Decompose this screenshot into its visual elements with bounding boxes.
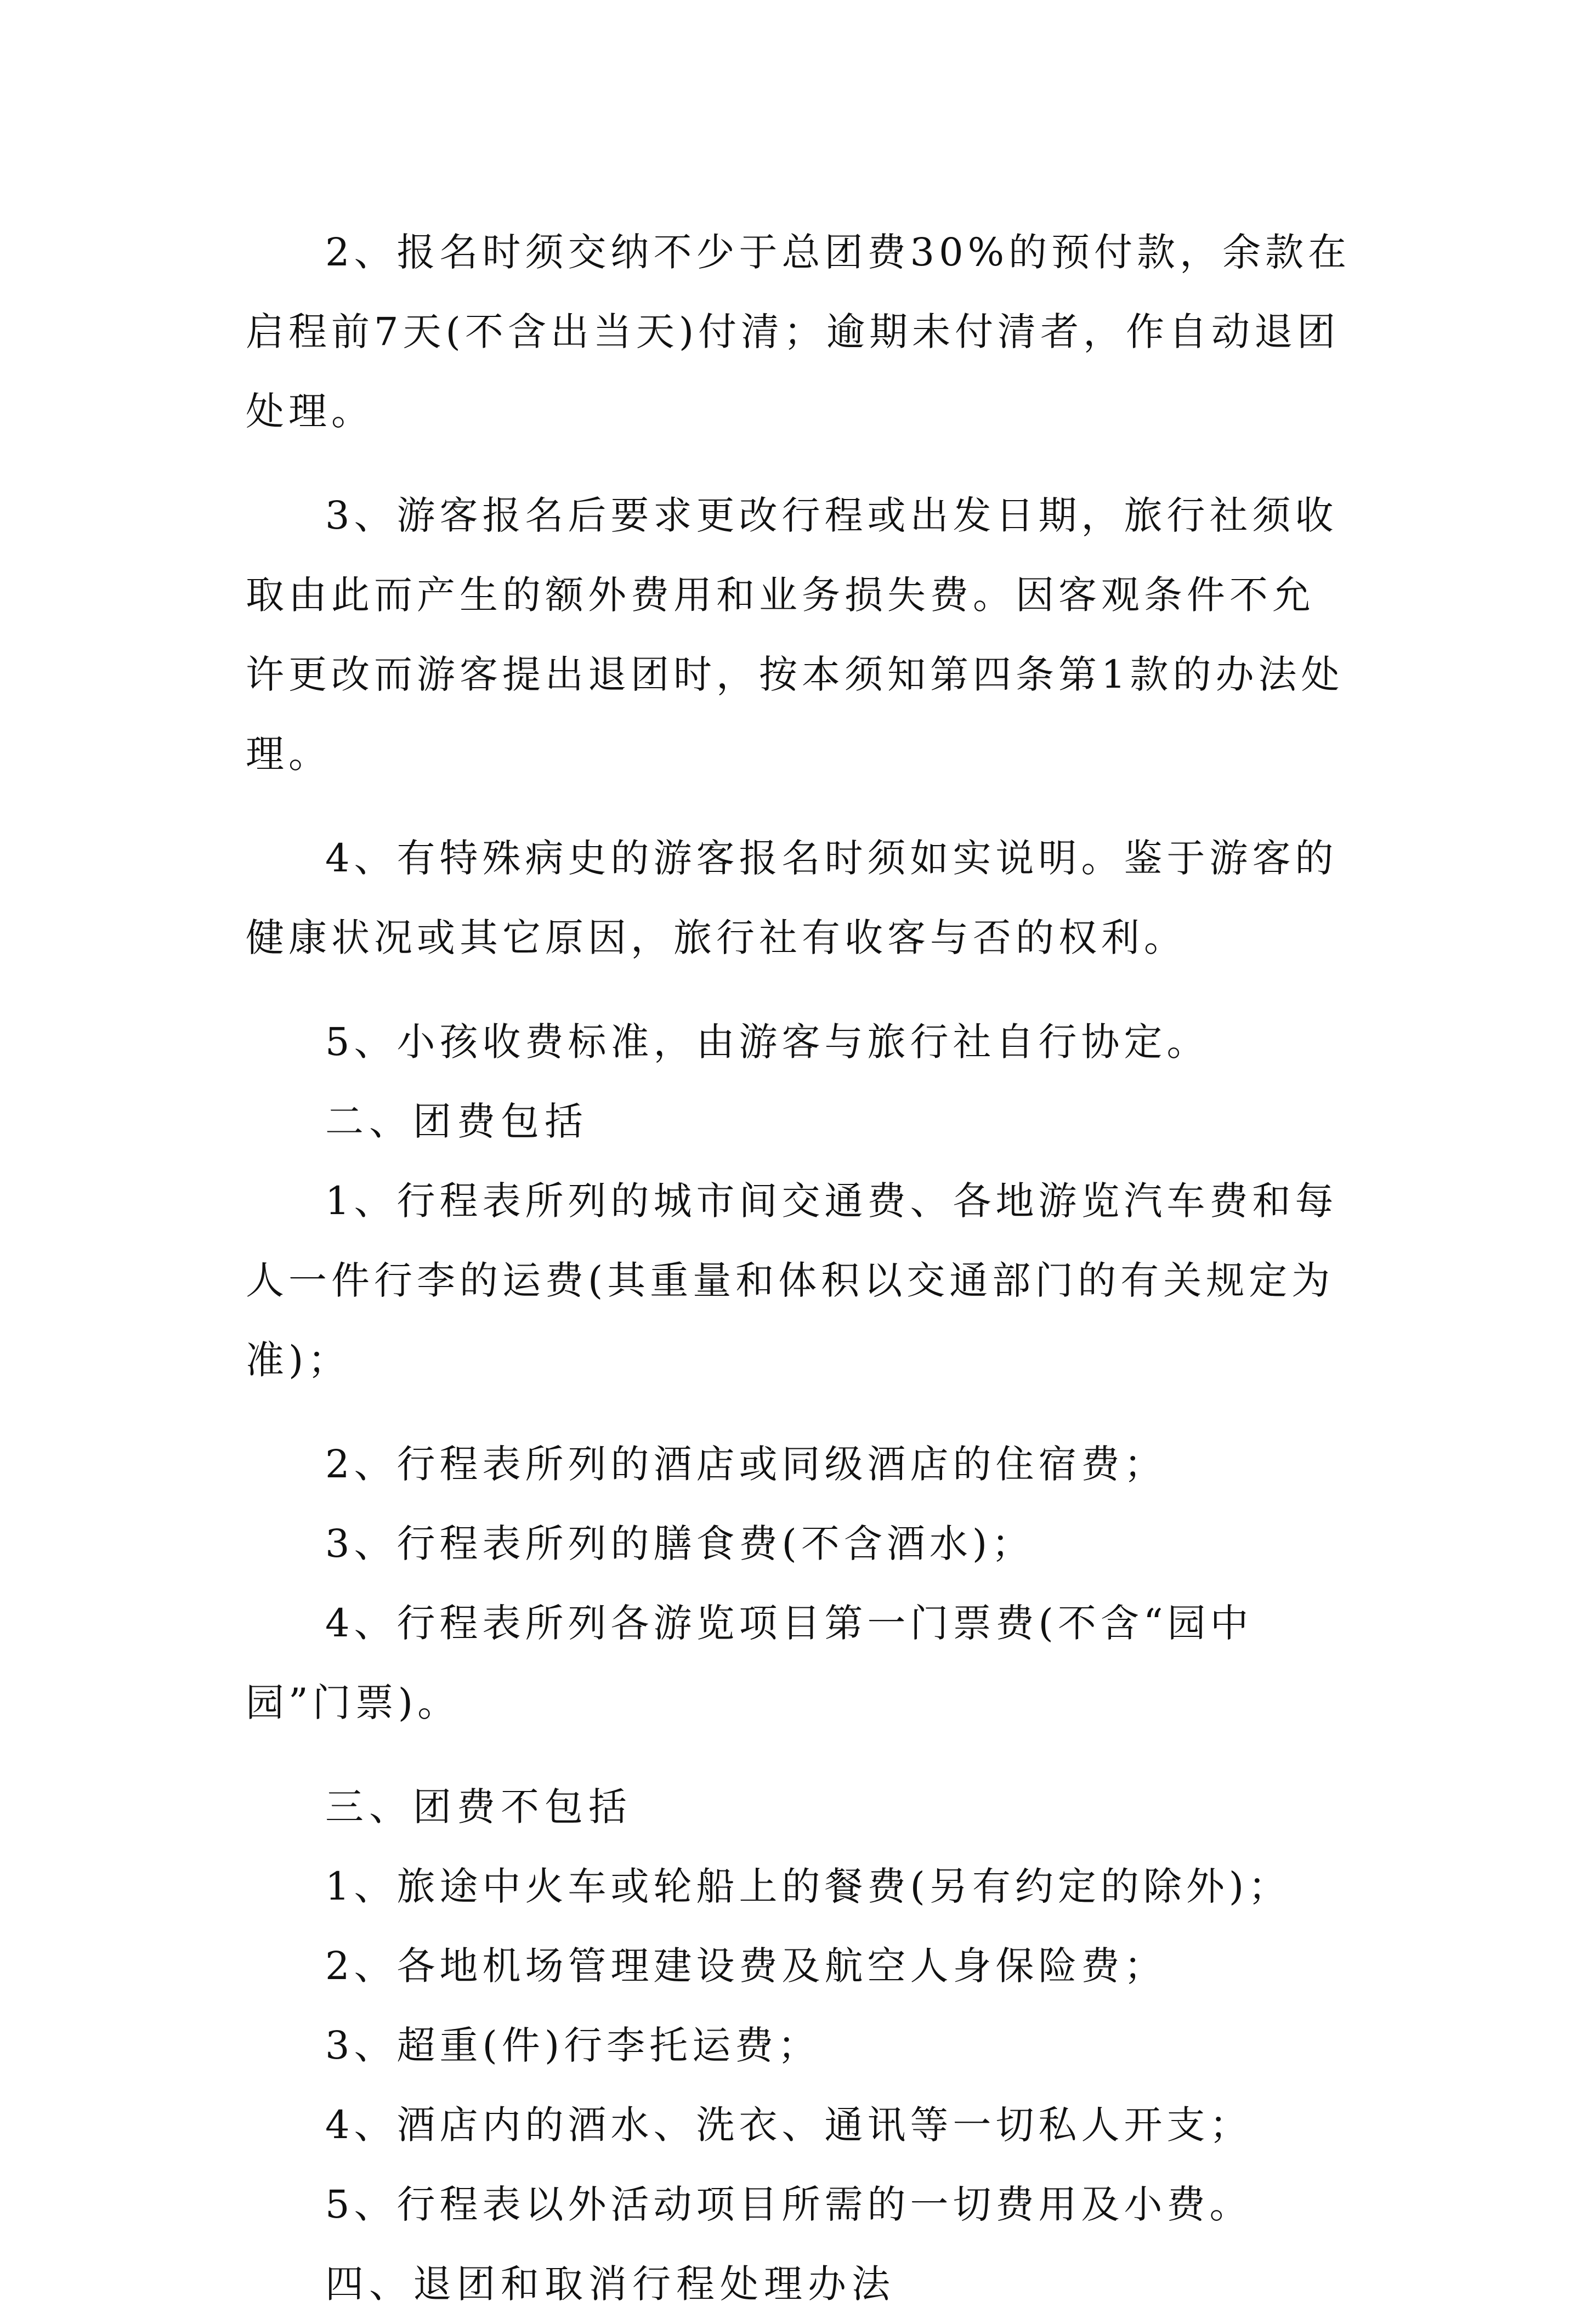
paragraph-child-fee: 5、小孩收费标准，由游客与旅行社自行协定。 <box>325 1019 1210 1064</box>
list-item-hotel-fee: 2、行程表所列的酒店或同级酒店的住宿费； <box>325 1442 1167 1487</box>
list-item-transport-fee: 1、行程表所列的城市间交通费、各地游览汽车费和每人一件行李的运费(其重量和体积以交通部门的有关规定为准)； <box>246 1178 1338 1382</box>
list-item-extra-activities: 5、行程表以外活动项目所需的一切费用及小费。 <box>325 2182 1252 2227</box>
list-item-train-ship-meals: 1、旅途中火车或轮船上的餐费(另有约定的除外)； <box>325 1864 1291 1909</box>
document-body <box>246 213 1353 2324</box>
list-item-personal-expenses: 4、酒店内的酒水、洗衣、通讯等一切私人开支； <box>325 2102 1252 2147</box>
list-item-ticket-fee: 4、行程表所列各游览项目第一门票费(不含“园中园”门票)。 <box>246 1601 1253 1725</box>
list-item-overweight-luggage: 3、超重(件)行李托运费； <box>325 2023 821 2068</box>
paragraph-itinerary-change: 3、游客报名后要求更改行程或出发日期，旅行社须收取由此而产生的额外费用和业务损失费。因客观条件不允许更改而游客提出退团时，按本须知第四条第1款的办法处理。 <box>246 493 1344 776</box>
list-item-airport-insurance: 2、各地机场管理建设费及航空人身保险费； <box>325 1943 1167 1988</box>
section-heading-fee-excludes: 三、团费不包括 <box>325 1784 632 1829</box>
section-heading-fee-includes: 二、团费包括 <box>325 1099 588 1144</box>
list-item-meal-fee: 3、行程表所列的膳食费(不含酒水)； <box>325 1521 1035 1566</box>
section-heading-cancellation: 四、退团和取消行程处理办法 <box>325 2261 895 2306</box>
paragraph-prepayment: 2、报名时须交纳不少于总团费30%的预付款，余款在启程前7天(不含出当天)付清；逾期未付清者，作自动退团处理。 <box>246 230 1351 434</box>
paragraph-medical-history: 4、有特殊病史的游客报名时须如实说明。鉴于游客的健康状况或其它原因，旅行社有收客与否的权利。 <box>246 836 1338 960</box>
